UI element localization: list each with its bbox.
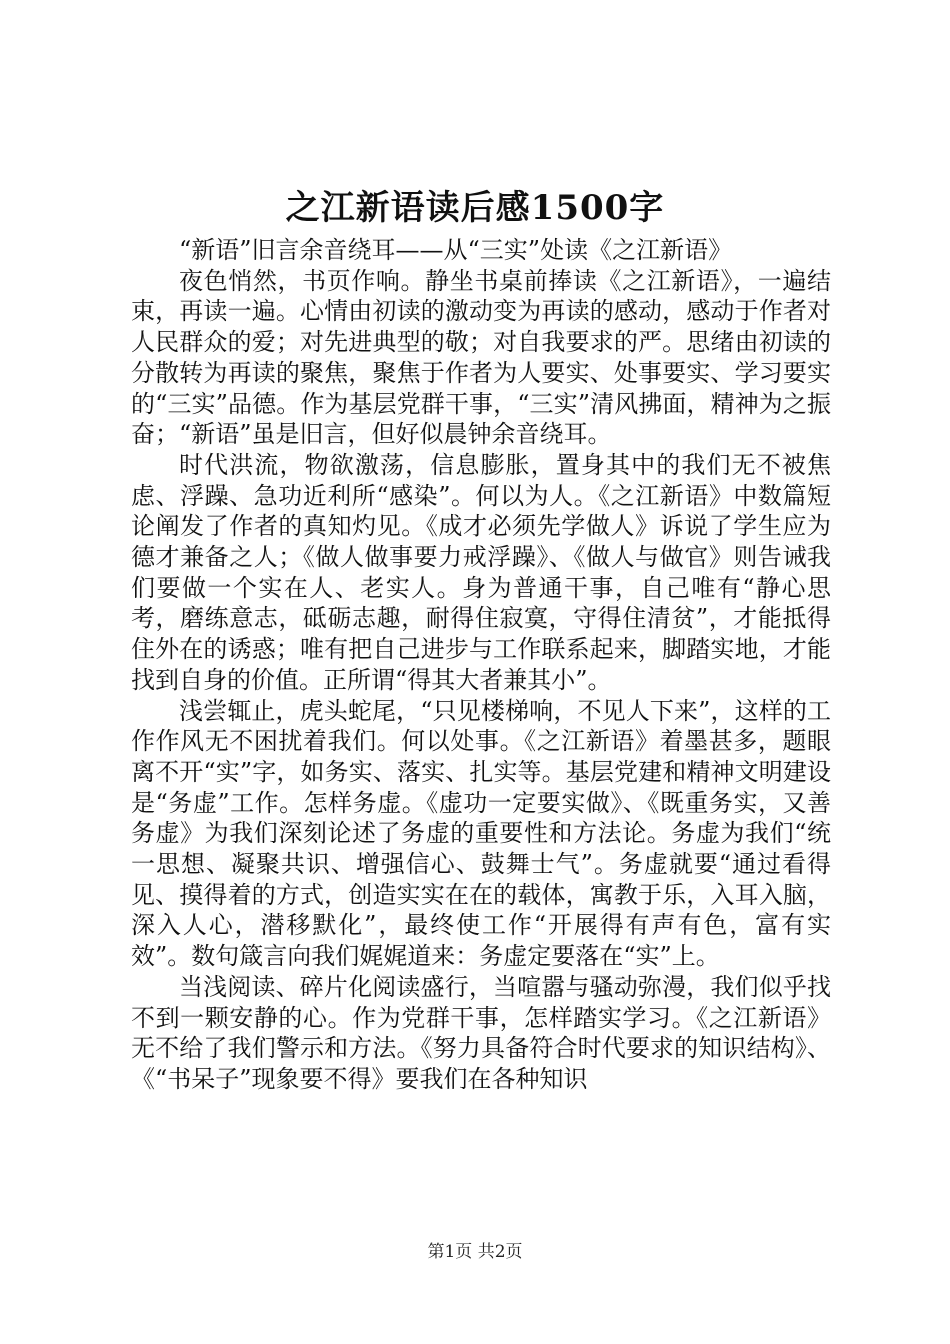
document-title: 之江新语读后感1500字 xyxy=(285,188,665,228)
document-subtitle: “新语”旧言余音绕耳——从“三实”处读《之江新语》 xyxy=(179,236,733,264)
paragraph-1: 夜色悄然，书页作响。静坐书桌前捧读《之江新语》，一遍结束，再读一遍。心情由初读的激动变为再读的感动，感动于作者对人民群众的爱；对先进典型的敬；对自我要求的严。思绪由初读的分散转为再读的聚焦，聚焦于作者为人要实、处事要实、学习要实的“三实”品德。作为基层党群干事，“三实”清风拂面，精神为之振奋；“新语”虽是旧言，但好似晨钟余音绕耳。 xyxy=(131,266,831,449)
paragraph-3: 浅尝辄止，虎头蛇尾，“只见楼梯响，不见人下来”，这样的工作作风无不困扰着我们。何以处事。《之江新语》着墨甚多，题眼离不开“实”字，如务实、落实、扎实等。基层党建和精神文明建设是“务虚”工作。怎样务虚。《虚功一定要实做》、《既重务实，又善务虚》为我们深刻论述了务虚的重要性和方法论。务虚为我们“统一思想、凝聚共识、增强信心、鼓舞士气”。务虚就要“通过看得见、摸得着的方式，创造实实在在的载体，寓教于乐，入耳入脑，深入人心，潜移默化”，最终使工作“开展得有声有色，富有实效”。数句箴言向我们娓娓道来：务虚定要落在“实”上。 xyxy=(131,696,831,971)
paragraph-2: 时代洪流，物欲激荡，信息膨胀，置身其中的我们无不被焦虑、浮躁、急功近利所“感染”。何以为人。《之江新语》中数篇短论阐发了作者的真知灼见。《成才必须先学做人》诉说了学生应为德才兼备之人；《做人做事要力戒浮躁》、《做人与做官》则告诫我们要做一个实在人、老实人。身为普通干事，自己唯有“静心思考，磨练意志，砥砺志趣，耐得住寂寞，守得住清贫”，才能抵得住外在的诱惑；唯有把自己进步与工作联系起来，脚踏实地，才能找到自身的价值。正所谓“得其大者兼其小”。 xyxy=(131,450,831,694)
paragraph-4: 当浅阅读、碎片化阅读盛行，当喧嚣与骚动弥漫，我们似乎找不到一颗安静的心。作为党群干事，怎样踏实学习。《之江新语》无不给了我们警示和方法。《努力具备符合时代要求的知识结构》、《“书呆子”现象要不得》要我们在各种知识 xyxy=(131,972,831,1093)
document-body xyxy=(131,235,831,1095)
page-number-footer: 第1页 共2页 xyxy=(427,1242,523,1262)
